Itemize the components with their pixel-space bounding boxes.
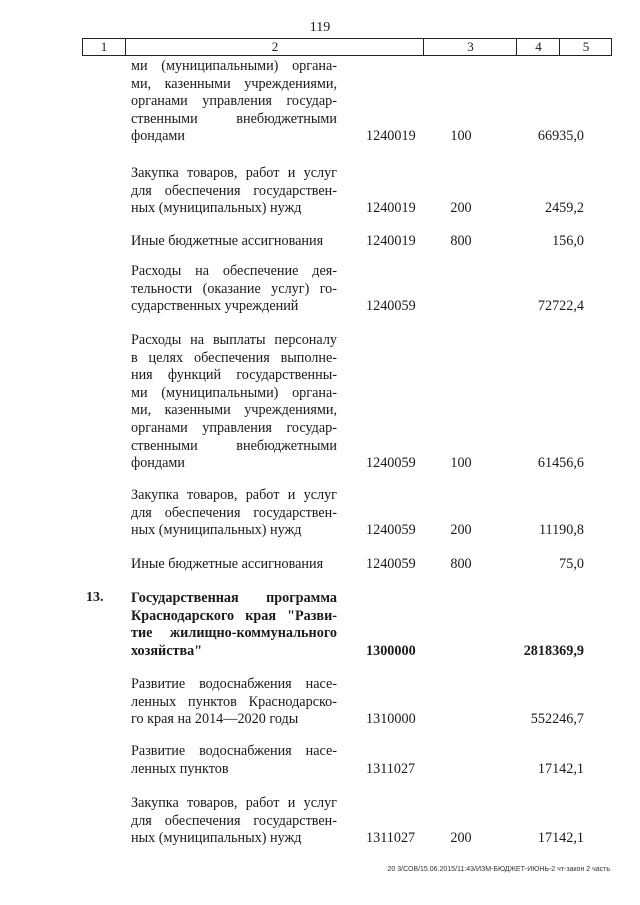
row-number: 13. — [86, 590, 104, 605]
row-name-line: ных (муниципальных) нужд — [131, 830, 302, 847]
row-name-line: Развитие водоснабжения насе- — [131, 743, 337, 759]
amount-value: 66935,0 — [537, 128, 584, 145]
target-article-code: 1240019 — [366, 128, 416, 145]
amount-value: 17142,1 — [537, 830, 584, 847]
row-name — [131, 332, 337, 473]
target-article-code: 1240059 — [366, 298, 416, 315]
amount-value: 75,0 — [559, 556, 584, 572]
table-header — [82, 38, 612, 56]
amount-value: 2818369,9 — [523, 642, 584, 659]
row-name-line: го края на 2014—2020 годы — [131, 711, 299, 728]
header-col-2: 2 — [125, 39, 424, 55]
target-article-code: 1240059 — [366, 455, 416, 472]
row-name-line: для обеспечения государствен- — [131, 812, 337, 829]
row-name-line: Расходы на выплаты персоналу — [131, 332, 337, 348]
target-article-code: 1240019 — [366, 233, 416, 249]
row-name-line: Закупка товаров, работ и услуг — [131, 795, 337, 811]
row-name-line: органами управления государ- — [131, 93, 337, 110]
expense-type-code: 800 — [450, 233, 472, 249]
row-name-line: Развитие водоснабжения насе- — [131, 676, 337, 692]
row-name — [131, 487, 337, 540]
row-name-line: фондами — [131, 128, 185, 145]
row-name — [131, 795, 337, 848]
row-name — [131, 165, 337, 218]
row-name-line: тельности (оказание услуг) го- — [131, 280, 337, 297]
row-name-line: Государственная программа — [131, 590, 337, 606]
row-name-line: Закупка товаров, работ и услуг — [131, 487, 337, 503]
expense-type-code: 800 — [450, 556, 472, 572]
row-name-line: для обеспечения государствен- — [131, 504, 337, 521]
row-name — [131, 233, 337, 251]
target-article-code: 1240059 — [366, 556, 416, 572]
row-name-line: органами управления государ- — [131, 419, 337, 436]
header-col-3: 3 — [423, 39, 517, 55]
target-article-code: 1240059 — [366, 522, 416, 539]
expense-type-code: 100 — [450, 455, 472, 472]
row-name — [131, 263, 337, 316]
row-name-line: ных (муниципальных) нужд — [131, 522, 302, 539]
header-col-1: 1 — [100, 39, 108, 54]
target-article-code: 1300000 — [366, 642, 416, 659]
row-name-line: ми, казенными учреждениями, — [131, 402, 337, 419]
amount-value: 11190,8 — [538, 522, 584, 539]
amount-value: 61456,6 — [537, 455, 584, 472]
header-col-4: 4 — [516, 39, 560, 55]
row-name-line: ленных пунктов Краснодарско- — [131, 693, 337, 710]
amount-value: 72722,4 — [537, 298, 584, 315]
document-footer: 20 3/СОВ/15.06.2015/11:43/ИЗМ-БЮДЖЕТ-ИЮНЬ-2 чт-закон 2 часть — [387, 866, 610, 873]
header-col-5: 5 — [559, 39, 612, 55]
amount-value: 17142,1 — [537, 760, 584, 777]
page-number: 119 — [309, 20, 331, 35]
target-article-code: 1310000 — [366, 711, 416, 728]
row-name-line: в целях обеспечения выполне- — [131, 349, 337, 366]
row-name-line: сударственных учреждений — [131, 298, 299, 315]
row-name-line: тие жилищно-коммунального — [131, 625, 337, 642]
row-name-line: Иные бюджетные ассигнования — [131, 556, 324, 572]
target-article-code: 1240019 — [366, 200, 416, 217]
target-article-code: 1311027 — [366, 760, 416, 777]
row-name-line: Закупка товаров, работ и услуг — [131, 165, 337, 181]
row-name-line: для обеспечения государствен- — [131, 182, 337, 199]
row-name — [131, 58, 337, 146]
row-name-line: ния функций государственны- — [131, 367, 337, 384]
row-name-line: хозяйства" — [131, 642, 203, 659]
row-name — [131, 676, 337, 729]
amount-value: 2459,2 — [544, 200, 584, 217]
row-name-line: Краснодарского края "Разви- — [131, 607, 337, 624]
amount-value: 156,0 — [552, 233, 584, 249]
row-name — [131, 590, 337, 660]
row-name — [131, 743, 337, 778]
row-name-line: Расходы на обеспечение дея- — [131, 263, 337, 279]
row-name-line: ми (муниципальными) органа- — [131, 58, 337, 74]
row-name-line: Иные бюджетные ассигнования — [131, 233, 324, 249]
amount-value: 552246,7 — [530, 711, 584, 728]
expense-type-code: 200 — [450, 200, 472, 217]
row-name-line: ленных пунктов — [131, 760, 229, 777]
expense-type-code: 100 — [450, 128, 472, 145]
row-name — [131, 556, 337, 574]
row-name-line: ных (муниципальных) нужд — [131, 200, 302, 217]
expense-type-code: 200 — [450, 830, 472, 847]
row-name-line: ми, казенными учреждениями, — [131, 75, 337, 92]
row-name-line: ственными внебюджетными — [131, 110, 337, 127]
row-name-line: ственными внебюджетными — [131, 437, 337, 454]
row-name-line: ми (муниципальными) органа- — [131, 384, 337, 401]
row-name-line: фондами — [131, 455, 185, 472]
expense-type-code: 200 — [450, 522, 472, 539]
target-article-code: 1311027 — [366, 830, 416, 847]
